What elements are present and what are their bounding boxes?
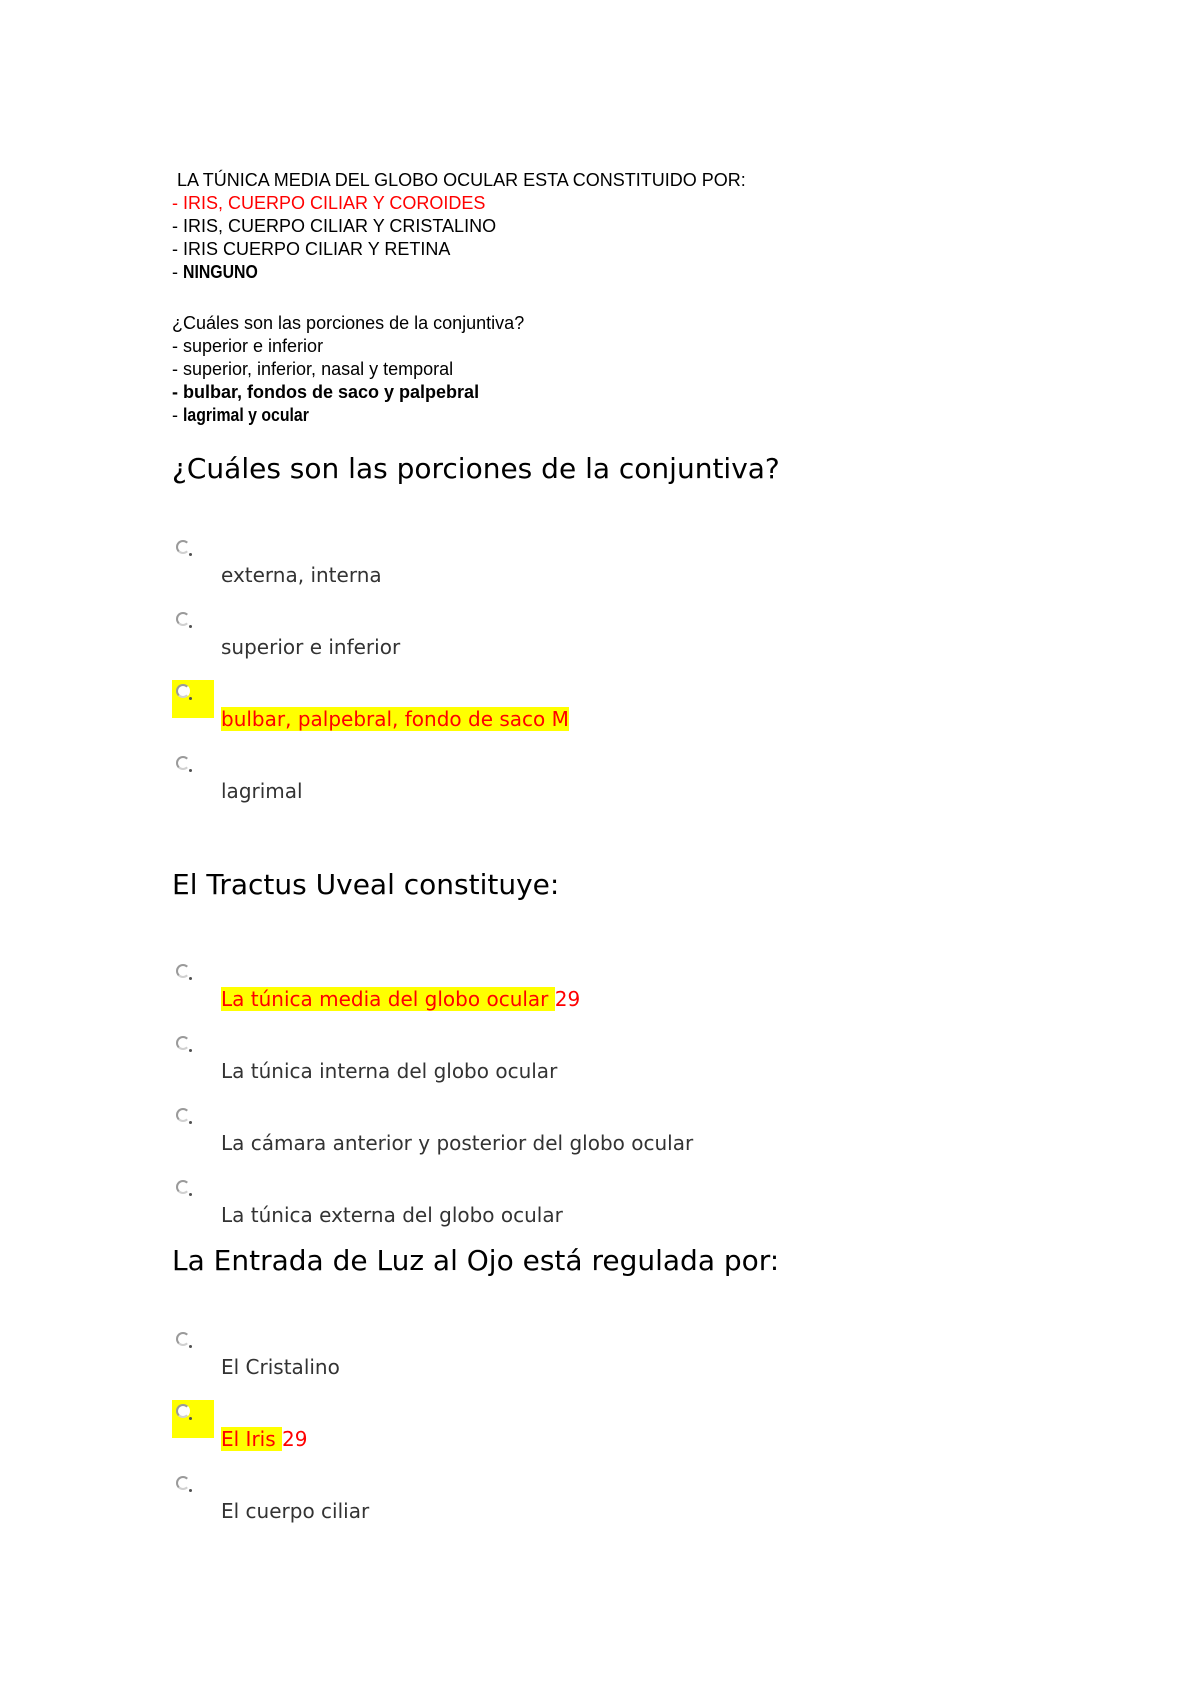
option-label[interactable]: La túnica interna del globo ocular (221, 1059, 558, 1083)
answer-option-bold: - bulbar, fondos de saco y palpebral (172, 382, 480, 402)
dash-prefix: - (172, 262, 183, 282)
radio-button[interactable] (172, 1104, 196, 1128)
option-label[interactable]: El cuerpo ciliar (221, 1499, 370, 1523)
question-block-conjuntiva-text (172, 312, 524, 427)
radio-button[interactable] (172, 1032, 196, 1056)
option-label[interactable]: La túnica externa del globo ocular (221, 1203, 563, 1227)
answer-option-bold: NINGUNO (183, 262, 258, 282)
question-text: ¿Cuáles son las porciones de la conjuntiva? (172, 313, 525, 333)
radio-button[interactable] (172, 752, 196, 776)
option-label[interactable]: externa, interna (221, 563, 382, 587)
question-text: LA TÚNICA MEDIA DEL GLOBO OCULAR ESTA CONSTITUIDO POR: (172, 170, 746, 190)
highlighted-answer: La túnica media del globo ocular (221, 987, 555, 1011)
radio-circle-icon[interactable] (176, 1404, 190, 1418)
radio-button[interactable] (172, 960, 196, 984)
radio-button[interactable] (172, 608, 196, 632)
answer-option: - superior, inferior, nasal y temporal (172, 359, 454, 379)
answer-option: - superior e inferior (172, 336, 324, 356)
question-title-entrada-luz: La Entrada de Luz al Ojo está regulada por: (172, 1244, 780, 1277)
radio-circle-icon[interactable] (176, 756, 190, 770)
answer-note: 29 (554, 987, 581, 1011)
option-label[interactable]: superior e inferior (221, 635, 401, 659)
radio-circle-icon[interactable] (176, 1476, 190, 1490)
option-label-correct[interactable] (221, 706, 569, 732)
question-title-conjuntiva: ¿Cuáles son las porciones de la conjuntiva? (172, 452, 780, 485)
option-label[interactable]: La cámara anterior y posterior del globo ocular (221, 1131, 694, 1155)
radio-button[interactable] (172, 680, 214, 718)
question-title-tractus-uveal: El Tractus Uveal constituye: (172, 868, 560, 901)
option-label[interactable]: El Cristalino (221, 1355, 340, 1379)
answer-correct: - IRIS, CUERPO CILIAR Y COROIDES (172, 193, 486, 213)
radio-button[interactable] (172, 1328, 196, 1352)
answer-option: - IRIS CUERPO CILIAR Y RETINA (172, 239, 451, 259)
answer-option: - IRIS, CUERPO CILIAR Y CRISTALINO (172, 216, 497, 236)
dash-prefix: - (172, 405, 183, 425)
option-label-correct[interactable] (221, 986, 580, 1012)
question-block-tunica-media (172, 169, 746, 284)
radio-circle-icon[interactable] (176, 1180, 190, 1194)
radio-button[interactable] (172, 1400, 214, 1438)
answer-note: 29 (282, 1427, 308, 1451)
radio-button[interactable] (172, 536, 196, 560)
highlighted-answer: bulbar, palpebral, fondo de saco M (221, 707, 569, 731)
radio-button[interactable] (172, 1472, 196, 1496)
radio-circle-icon[interactable] (176, 684, 190, 698)
answer-option-last (172, 261, 746, 284)
radio-circle-icon[interactable] (176, 1108, 190, 1122)
highlighted-answer: El Iris (221, 1427, 283, 1451)
radio-button[interactable] (172, 1176, 196, 1200)
option-label-correct[interactable] (221, 1426, 307, 1452)
radio-circle-icon[interactable] (176, 540, 190, 554)
option-label[interactable]: lagrimal (221, 779, 303, 803)
radio-circle-icon[interactable] (176, 612, 190, 626)
radio-circle-icon[interactable] (176, 1332, 190, 1346)
answer-option-bold: lagrimal y ocular (183, 405, 309, 425)
radio-circle-icon[interactable] (176, 964, 190, 978)
radio-circle-icon[interactable] (176, 1036, 190, 1050)
answer-option-last (172, 404, 524, 427)
